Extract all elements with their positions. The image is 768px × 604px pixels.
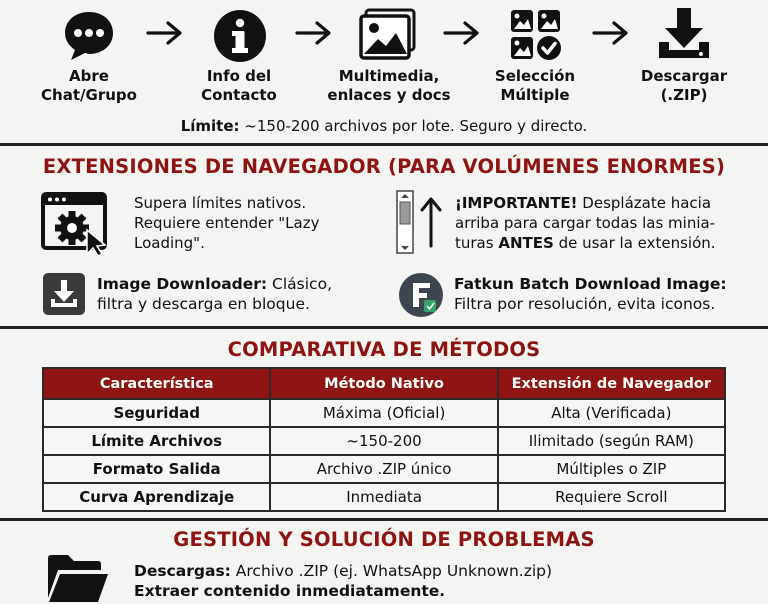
table-row <box>43 455 725 483</box>
column-header: Característica <box>43 368 270 399</box>
table-row <box>43 399 725 427</box>
lazy-loading-note: Supera límites nativos. Requiere entender "Lazy Loading". <box>134 194 320 252</box>
arrow-right-icon <box>443 20 481 46</box>
section-title: EXTENSIONES DE NAVEGADOR (PARA VOLÚMENES ENORMES) <box>42 155 726 178</box>
column-header: Método Nativo <box>270 368 497 399</box>
table-header-row <box>43 368 725 399</box>
divider <box>0 326 768 329</box>
comparison-table <box>42 367 726 512</box>
arrow-up-icon <box>420 196 442 248</box>
arrow-right-icon <box>146 20 184 46</box>
table-cell: Múltiples o ZIP <box>498 455 725 483</box>
table-cell: Máxima (Oficial) <box>270 399 497 427</box>
divider <box>0 143 768 146</box>
table-cell: Archivo .ZIP único <box>270 455 497 483</box>
table-cell: Inmediata <box>270 483 497 511</box>
arrow-right-icon <box>592 20 630 46</box>
fatkun-note: Fatkun Batch Download Image: Filtra por resolución, evita iconos. <box>454 275 727 313</box>
table-cell: Alta (Verificada) <box>498 399 725 427</box>
download-icon <box>655 6 713 64</box>
table-cell: ~150-200 <box>270 427 497 455</box>
image-downloader-note: Image Downloader: Clásico, filtra y descarga en bloque. <box>97 275 332 313</box>
chat-bubble-icon <box>61 8 117 62</box>
table-row <box>43 427 725 455</box>
limit-note: Límite: ~150-200 archivos por lote. Seguro y directo. <box>180 117 588 135</box>
table-cell: Requiere Scroll <box>498 483 725 511</box>
image-downloader-icon <box>42 272 86 316</box>
scrollbar-icon <box>396 190 414 254</box>
browser-settings-icon <box>41 192 113 256</box>
table-cell: Formato Salida <box>43 455 270 483</box>
column-header: Extensión de Navegador <box>498 368 725 399</box>
important-note: ¡IMPORTANTE! Desplázate hacia arriba para cargar todas las minia- turas ANTES de usar la extensión. <box>455 194 716 252</box>
flow-step-label: Info del Contacto <box>201 67 277 104</box>
multi-select-icon <box>508 7 564 63</box>
folder-icon <box>46 552 110 604</box>
section-title: COMPARATIVA DE MÉTODOS <box>227 338 541 361</box>
table-row <box>43 483 725 511</box>
table-cell: Seguridad <box>43 399 270 427</box>
flow-step-label: Multimedia, enlaces y docs <box>327 67 451 104</box>
arrow-right-icon <box>295 20 333 46</box>
info-icon <box>212 8 268 64</box>
flow-step-label: Abre Chat/Grupo <box>41 67 137 104</box>
section-title: GESTIÓN Y SOLUCIÓN DE PROBLEMAS <box>173 528 595 551</box>
flow-step-label: Selección Múltiple <box>494 67 576 104</box>
image-icon <box>358 8 418 62</box>
management-note: Descargas: Archivo .ZIP (ej. WhatsApp Unknown.zip) Extraer contenido inmediatamente. <box>134 562 553 600</box>
table-cell: Límite Archivos <box>43 427 270 455</box>
fatkun-icon <box>398 272 444 318</box>
table-cell: Curva Aprendizaje <box>43 483 270 511</box>
flow-step-label: Descargar (.ZIP) <box>640 67 728 104</box>
divider <box>0 518 768 521</box>
table-cell: Ilimitado (según RAM) <box>498 427 725 455</box>
